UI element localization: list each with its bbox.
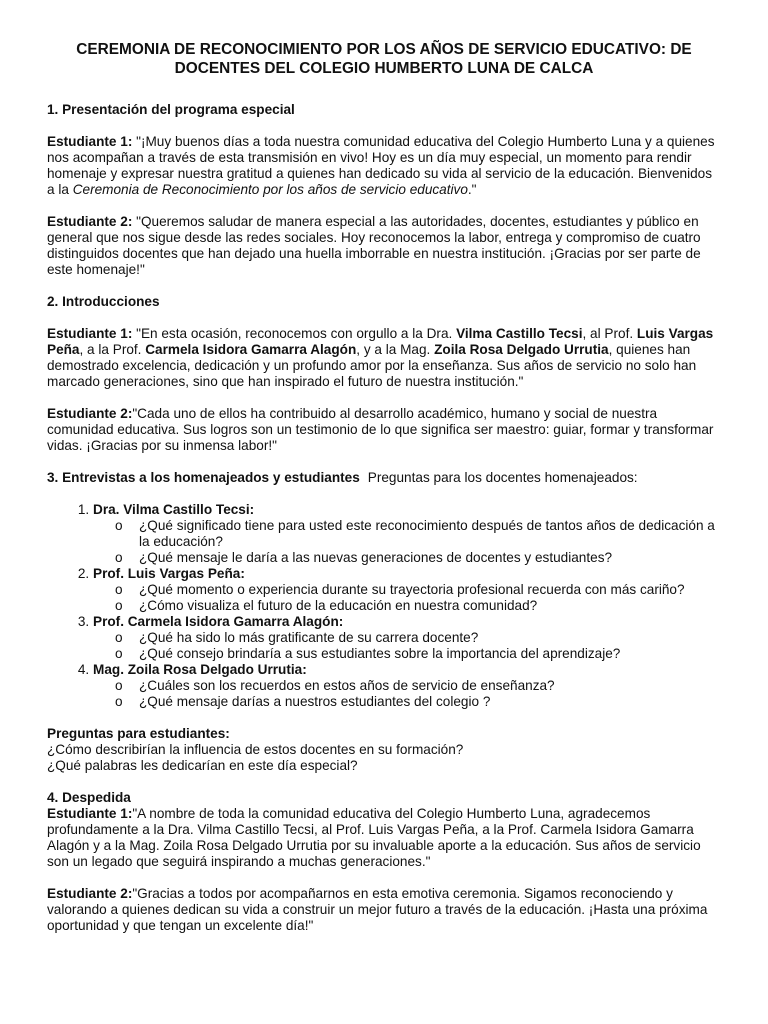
dialogue-text: "A nombre de toda la comunidad educativa del Colegio Humberto Luna, agradecemos profundamente a la Dra. Vilma Castillo Tecsi, al Prof. Luis Vargas Peña, a la Prof. Carmela Isidora Gamarra Alagón y a la Mag. Zoila Rosa Delgado Urrutia por su invaluable aporte a la educación. Sus años de servicio son un legado que seguirá inspirando a muchas generaciones.": [47, 806, 701, 869]
honoree-name: Vilma Castillo Tecsi: [456, 326, 583, 341]
question-text: ¿Qué significado tiene para usted este reconocimiento después de tantos años de dedicación a la educación?: [139, 518, 715, 549]
section-4-paragraph-1: [47, 806, 721, 870]
bullet-icon: o: [115, 694, 123, 709]
dialogue-end: .": [467, 182, 477, 197]
dialogue-text: , a la Prof.: [79, 342, 146, 357]
teacher-item: [93, 614, 721, 662]
section-1-paragraph-1: [47, 134, 721, 198]
speaker-label: Estudiante 1:: [47, 134, 133, 149]
dialogue-text: "Gracias a todos por acompañarnos en esta emotiva ceremonia. Sigamos reconociendo y valorando a quienes dedican su vida a construir un mejor futuro a través de la educación. ¡Hasta una próxima oportunidad y que tengan un excelente día!": [47, 886, 708, 933]
teacher-item: [93, 566, 721, 614]
speaker-label: Estudiante 1:: [47, 806, 133, 821]
bullet-icon: o: [115, 598, 123, 613]
honoree-name: Carmela Isidora Gamarra Alagón: [145, 342, 357, 357]
teacher-question-list: [47, 502, 721, 710]
question-item: [115, 694, 721, 710]
teacher-name: Mag. Zoila Rosa Delgado Urrutia:: [93, 662, 307, 677]
dialogue-italic: Ceremonia de Reconocimiento por los años de servicio educativo: [72, 182, 468, 197]
question-item: [115, 550, 721, 566]
question-item: [115, 630, 721, 646]
section-3-title: 3. Entrevistas a los homenajeados y estudiantes: [47, 470, 360, 485]
question-text: ¿Cómo visualiza el futuro de la educación en nuestra comunidad?: [139, 598, 538, 613]
dialogue-text: "Cada uno de ellos ha contribuido al desarrollo académico, humano y social de nuestra comunidad educativa. Sus logros son un testimonio de lo que significa ser maestro: guiar, formar y transformar vidas. ¡Gracias por su inmensa labor!": [47, 406, 714, 453]
question-text: ¿Qué mensaje darías a nuestros estudiantes del colegio ?: [139, 694, 491, 709]
question-item: [115, 646, 721, 662]
document-title: CEREMONIA DE RECONOCIMIENTO POR LOS AÑOS DE SERVICIO EDUCATIVO: DE DOCENTES DEL COLEGIO HUMBERTO LUNA DE CALCA: [76, 41, 692, 77]
speaker-label: Estudiante 2:: [47, 214, 133, 229]
question-list: [93, 518, 721, 566]
dialogue-text: "Queremos saludar de manera especial a las autoridades, docentes, estudiantes y público en general que nos sigue desde las redes sociales. Hoy reconocemos la labor, entrega y compromiso de cuatro distinguidos docentes que han dejado una huella imborrable en nuestra institución. ¡Gracias por ser parte de este homenaje!": [47, 214, 701, 277]
dialogue-text: , quienes han demostrado excelencia, dedicación y un profundo amor por la enseñanza. Sus años de servicio no solo han marcado generaciones, sino que han inspirado el futuro de nuestra institución.": [47, 342, 697, 389]
question-text: ¿Qué mensaje le daría a las nuevas generaciones de docentes y estudiantes?: [139, 550, 613, 565]
teacher-name: Prof. Carmela Isidora Gamarra Alagón:: [93, 614, 344, 629]
section-2-heading: 2. Introducciones: [47, 294, 160, 309]
bullet-icon: o: [115, 582, 123, 597]
question-text: ¿Cuáles son los recuerdos en estos años de servicio de enseñanza?: [139, 678, 555, 693]
teacher-name: Dra. Vilma Castillo Tecsi:: [93, 502, 255, 517]
question-text: ¿Qué ha sido lo más gratificante de su carrera docente?: [139, 630, 479, 645]
question-list: [93, 678, 721, 710]
student-question: ¿Qué palabras les dedicarían en este día especial?: [47, 758, 358, 773]
dialogue-text: , y a la Mag.: [356, 342, 435, 357]
section-1-paragraph-2: [47, 214, 721, 278]
question-item: [115, 678, 721, 694]
dialogue-text: , al Prof.: [582, 326, 637, 341]
section-1-heading: 1. Presentación del programa especial: [47, 102, 295, 117]
bullet-icon: o: [115, 678, 123, 693]
bullet-icon: o: [115, 550, 123, 565]
teacher-item: [93, 502, 721, 566]
dialogue-text: "En esta ocasión, reconocemos con orgullo a la Dra.: [132, 326, 457, 341]
bullet-icon: o: [115, 646, 123, 661]
dialogue-text: "¡Muy buenos días a toda nuestra comunidad educativa del Colegio Humberto Luna y a quienes nos acompañan a través de esta transmisión en vivo! Hoy es un día muy especial, un momento para rendir homenaje y expresar nuestra gratitud a quienes han dedicado su vida al servicio de la educación. Bienvenidos a la: [47, 134, 715, 197]
document-page: [47, 40, 721, 950]
student-questions: [47, 726, 721, 774]
section-4-paragraph-2: [47, 886, 721, 934]
section-2-paragraph-2: [47, 406, 721, 454]
section-3-heading: [47, 470, 721, 486]
honoree-name: Zoila Rosa Delgado Urrutia: [434, 342, 609, 357]
question-list: [93, 630, 721, 662]
speaker-label: Estudiante 1:: [47, 326, 133, 341]
question-text: ¿Qué consejo brindaría a sus estudiantes sobre la importancia del aprendizaje?: [139, 646, 621, 661]
section-2-paragraph-1: [47, 326, 721, 390]
teacher-item: [93, 662, 721, 710]
student-question: ¿Cómo describirían la influencia de estos docentes en su formación?: [47, 742, 464, 757]
student-questions-heading: Preguntas para estudiantes:: [47, 726, 230, 741]
speaker-label: Estudiante 2:: [47, 886, 133, 901]
teacher-name: Prof. Luis Vargas Peña:: [93, 566, 245, 581]
question-text: ¿Qué momento o experiencia durante su trayectoria profesional recuerda con más cariño?: [139, 582, 685, 597]
question-list: [93, 582, 721, 614]
question-item: [115, 518, 721, 550]
question-item: [115, 582, 721, 598]
honoree-name: Luis Vargas Peña: [47, 326, 714, 357]
question-item: [115, 598, 721, 614]
section-3-subheading: Preguntas para los docentes homenajeados:: [367, 470, 638, 485]
bullet-icon: o: [115, 518, 123, 533]
section-4-heading: 4. Despedida: [47, 790, 131, 805]
bullet-icon: o: [115, 630, 123, 645]
speaker-label: Estudiante 2:: [47, 406, 133, 421]
